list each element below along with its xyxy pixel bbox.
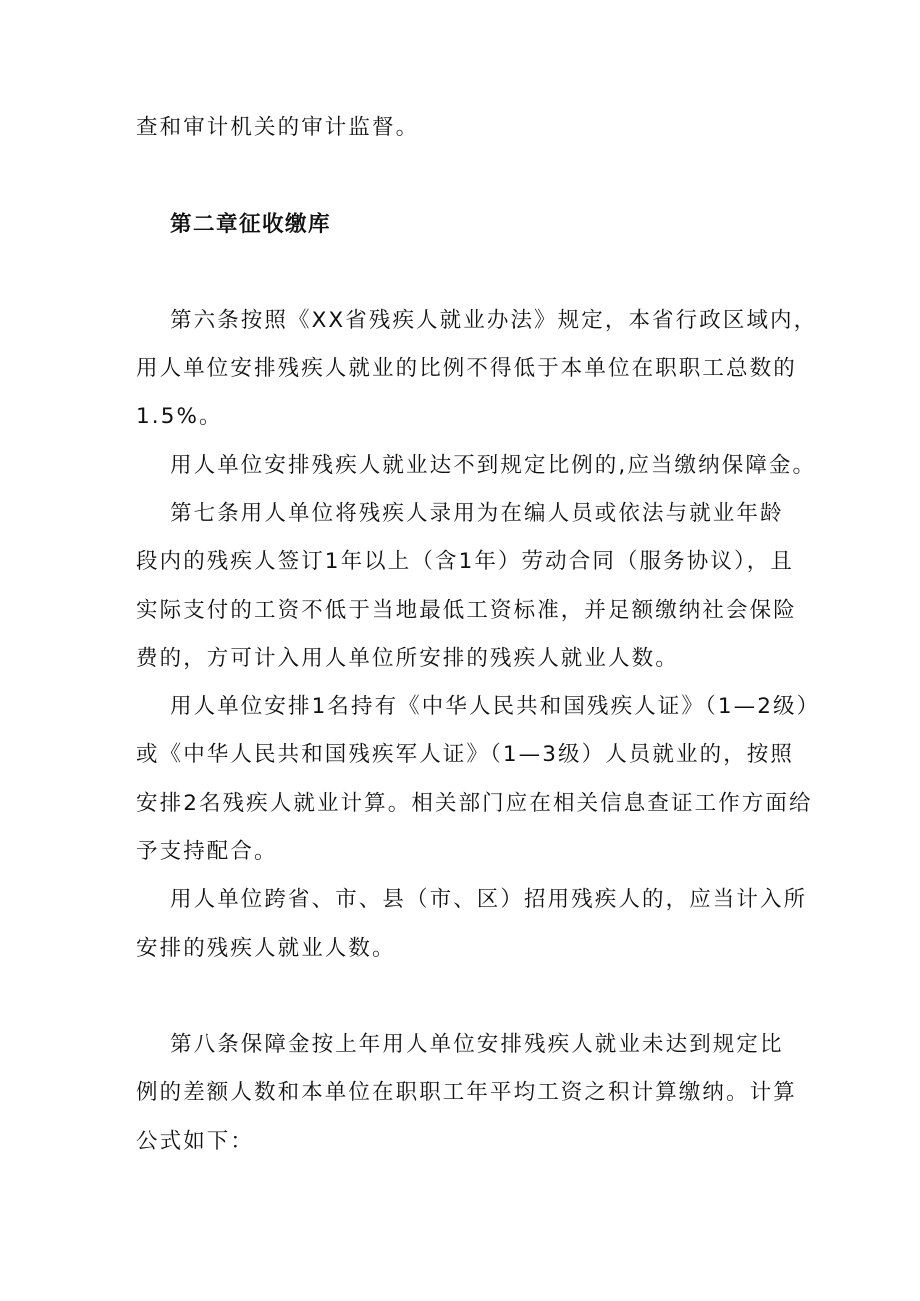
article-7-line-3: 实际支付的工资不低于当地最低工资标准，并足额缴纳社会保险: [136, 598, 797, 623]
article-7-line-4: 费的，方可计入用人单位所安排的残疾人就业人数。: [136, 646, 679, 671]
article-6-line-1: 第六条按照《XX省残疾人就业办法》规定，本省行政区域内，: [170, 308, 818, 333]
paragraph-line: 予支持配合。: [136, 839, 278, 864]
article-7-line-2: 段内的残疾人签订1年以上（含1年）劳动合同（服务协议），且: [136, 549, 795, 574]
article-7-line-1: 第七条用人单位将残疾人录用为在编人员或依法与就业年龄: [170, 501, 784, 526]
paragraph-line: 用人单位跨省、市、县（市、区）招用残疾人的，应当计入所: [170, 887, 808, 912]
article-6-line-3: 1.5%。: [136, 404, 223, 429]
paragraph-line: 用人单位安排残疾人就业达不到规定比例的,应当缴纳保障金。: [170, 453, 817, 478]
paragraph-line: 安排的残疾人就业人数。: [136, 936, 396, 961]
paragraph-line: 安排2名残疾人就业计算。相关部门应在相关信息查证工作方面给: [136, 791, 813, 816]
paragraph-line: 或《中华人民共和国残疾军人证》（1—3级）人员就业的，按照: [136, 742, 795, 767]
chapter-heading: 第二章征收缴库: [170, 212, 332, 237]
text-line-continuation: 查和审计机关的审计监督。: [136, 115, 420, 140]
article-8-line-3: 公式如下：: [136, 1129, 255, 1154]
article-8-line-1: 第八条保障金按上年用人单位安排残疾人就业未达到规定比: [170, 1032, 784, 1057]
article-6-line-2: 用人单位安排残疾人就业的比例不得低于本单位在职职工总数的: [136, 356, 797, 381]
article-8-line-2: 例的差额人数和本单位在职职工年平均工资之积计算缴纳。计算: [136, 1080, 797, 1105]
paragraph-line: 用人单位安排1名持有《中华人民共和国残疾人证》（1—2级）: [170, 694, 821, 719]
